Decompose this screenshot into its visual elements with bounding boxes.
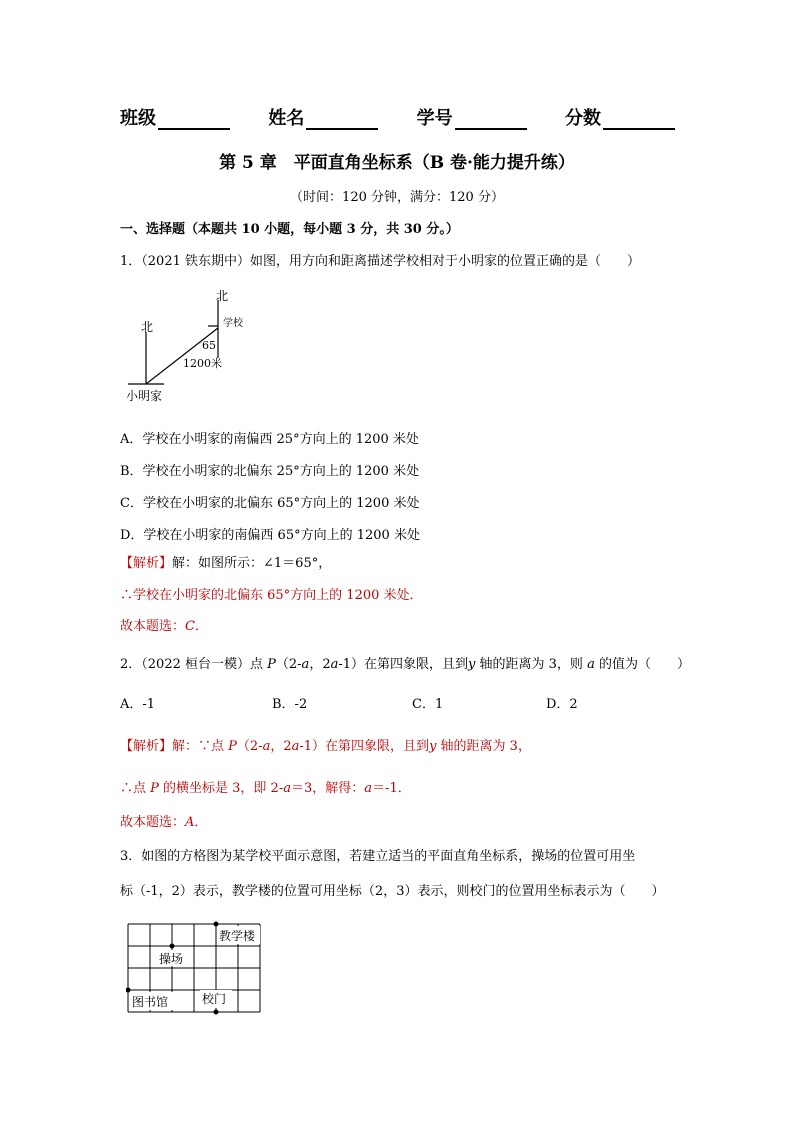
q1-answer: 故本题选：C． (120, 619, 208, 634)
q2-stem: 2．（2022 桓台一模）点 P（2-a，2a-1）在第四象限，且到y 轴的距离为 3，则 a 的值为（ ） (120, 657, 690, 672)
section-heading: 一、选择题（本题共 10 小题，每小题 3 分，共 30 分。） (120, 222, 459, 237)
q1-direction-figure (120, 286, 260, 408)
q2-analysis-solution: ∴点 P 的横坐标是 3，即 2-a＝3，解得：a＝-1． (120, 781, 411, 796)
building-label: 教学楼 (219, 929, 256, 943)
q1-stem: 1．（2021 铁东期中）如图，用方向和距离描述学校相对于小明家的位置正确的是（ ） (120, 254, 640, 269)
school-label: 学校 (223, 318, 243, 329)
gate-point (214, 1010, 219, 1015)
q2-answer: 故本题选：A． (120, 815, 208, 830)
north-label-left: 北 (141, 320, 154, 334)
q2-option-a[interactable]: A．-1 (120, 697, 156, 712)
q2-option-d[interactable]: D．2 (546, 697, 578, 712)
q1-option-a[interactable]: A．学校在小明家的南偏西 25°方向上的 1200 米处 (120, 432, 419, 447)
building-point (214, 922, 219, 927)
q3-stem-line1: 3．如图的方格图为某学校平面示意图，若建立适当的平面直角坐标系，操场的位置可用坐 (120, 849, 636, 864)
direction-line (146, 328, 218, 384)
playground-label: 操场 (159, 952, 184, 966)
north-label-right: 北 (216, 289, 229, 303)
q2-option-c[interactable]: C．1 (412, 697, 444, 712)
home-label: 小明家 (126, 389, 163, 403)
name-field[interactable]: 姓名 (268, 104, 378, 130)
analysis-tag: 【解析】 (120, 556, 173, 571)
angle-label: 65 (202, 339, 216, 352)
q1-option-b[interactable]: B．学校在小明家的北偏东 25°方向上的 1200 米处 (120, 464, 420, 479)
q1-option-d[interactable]: D．学校在小明家的南偏西 65°方向上的 1200 米处 (120, 528, 420, 543)
student-id-field[interactable]: 学号 (417, 104, 527, 130)
q1-option-c[interactable]: C．学校在小明家的北偏东 65°方向上的 1200 米处 (120, 496, 420, 511)
gate-label: 校门 (202, 992, 227, 1006)
class-field[interactable]: 班级 (120, 104, 230, 130)
q3-grid-figure (126, 920, 276, 1020)
score-field[interactable]: 分数 (565, 104, 675, 130)
q1-analysis-conclusion: ∴学校在小明家的北偏东 65°方向上的 1200 米处． (120, 588, 423, 603)
playground-point (170, 944, 175, 949)
distance-label: 1200米 (183, 357, 222, 370)
page-subtitle: （时间：120 分钟，满分：120 分） (290, 190, 504, 205)
library-label: 图书馆 (132, 995, 169, 1009)
library-point (126, 988, 131, 993)
page-title: 第 5 章 平面直角坐标系（B 卷·能力提升练） (219, 153, 575, 173)
q3-stem-line2: 标（-1，2）表示，教学楼的位置可用坐标（2，3）表示，则校门的位置用坐标表示为（ ） (120, 884, 665, 899)
info-header (120, 104, 675, 130)
q2-analysis: 【解析】解：∵点 P（2-a，2a-1）在第四象限，且到y 轴的距离为 3， (120, 739, 531, 754)
q1-analysis: 【解析】解：如图所示：∠1＝65°， (120, 556, 332, 571)
q2-option-b[interactable]: B．-2 (272, 697, 308, 712)
